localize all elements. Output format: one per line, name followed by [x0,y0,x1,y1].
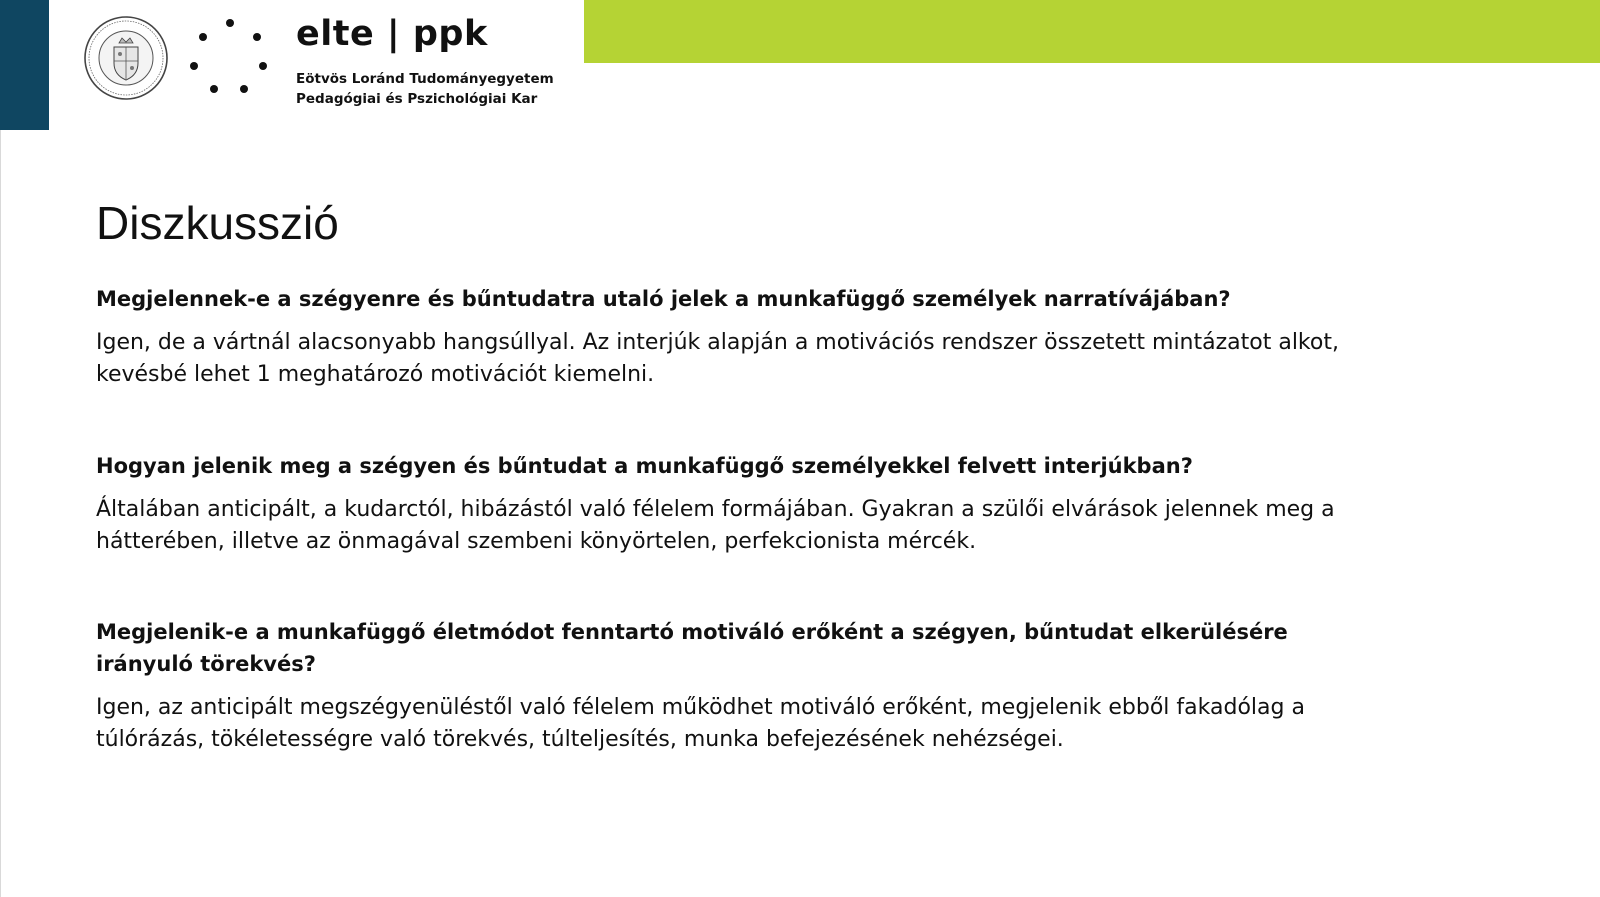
discussion-answer: Általában anticipált, a kudarctól, hibázástól való félelem formájában. Gyakran a szülői elvárások jelennek meg a hátterében, illetve az önmagával szembeni könyörtelen, perfekcionista mércék. [96,497,1335,554]
discussion-item [96,450,1386,558]
discussion-answer: Igen, de a vártnál alacsonyabb hangsúllyal. Az interjúk alapján a motivációs rendszer összetett mintázatot alkot, kevésbé lehet 1 meghatározó motivációt kiemelni. [96,330,1339,387]
discussion-question: Hogyan jelenik meg a szégyen és bűntudat a munkafüggő személyekkel felvett interjúkban? [96,454,1193,478]
discussion-item [96,283,1386,391]
university-seal-icon [83,15,169,101]
discussion-item [96,616,1386,756]
discussion-question: Megjelennek-e a szégyenre és bűntudatra utaló jelek a munkafüggő személyek narratívájában? [96,287,1231,311]
university-name: Eötvös Loránd Tudományegyetem [296,71,554,87]
circle-dots-logo-icon [187,16,273,102]
discussion-answer: Igen, az anticipált megszégyenüléstől való félelem működhet motiváló erőként, megjelenik ebből fakadólag a túlórázás, tökéletességre való törekvés, túlteljesítés, munka befejezésének nehézségei. [96,695,1305,752]
left-accent-bar [0,0,49,130]
brand-name: elte | ppk [296,14,488,54]
faculty-name: Pedagógiai és Pszichológiai Kar [296,91,538,107]
slide-left-border [0,0,1,897]
top-accent-band [584,0,1600,63]
discussion-question: Megjelenik-e a munkafüggő életmódot fenntartó motiváló erőként a szégyen, bűntudat elkerülésére irányuló törekvés? [96,620,1288,676]
slide-title: Diszkusszió [96,197,339,249]
